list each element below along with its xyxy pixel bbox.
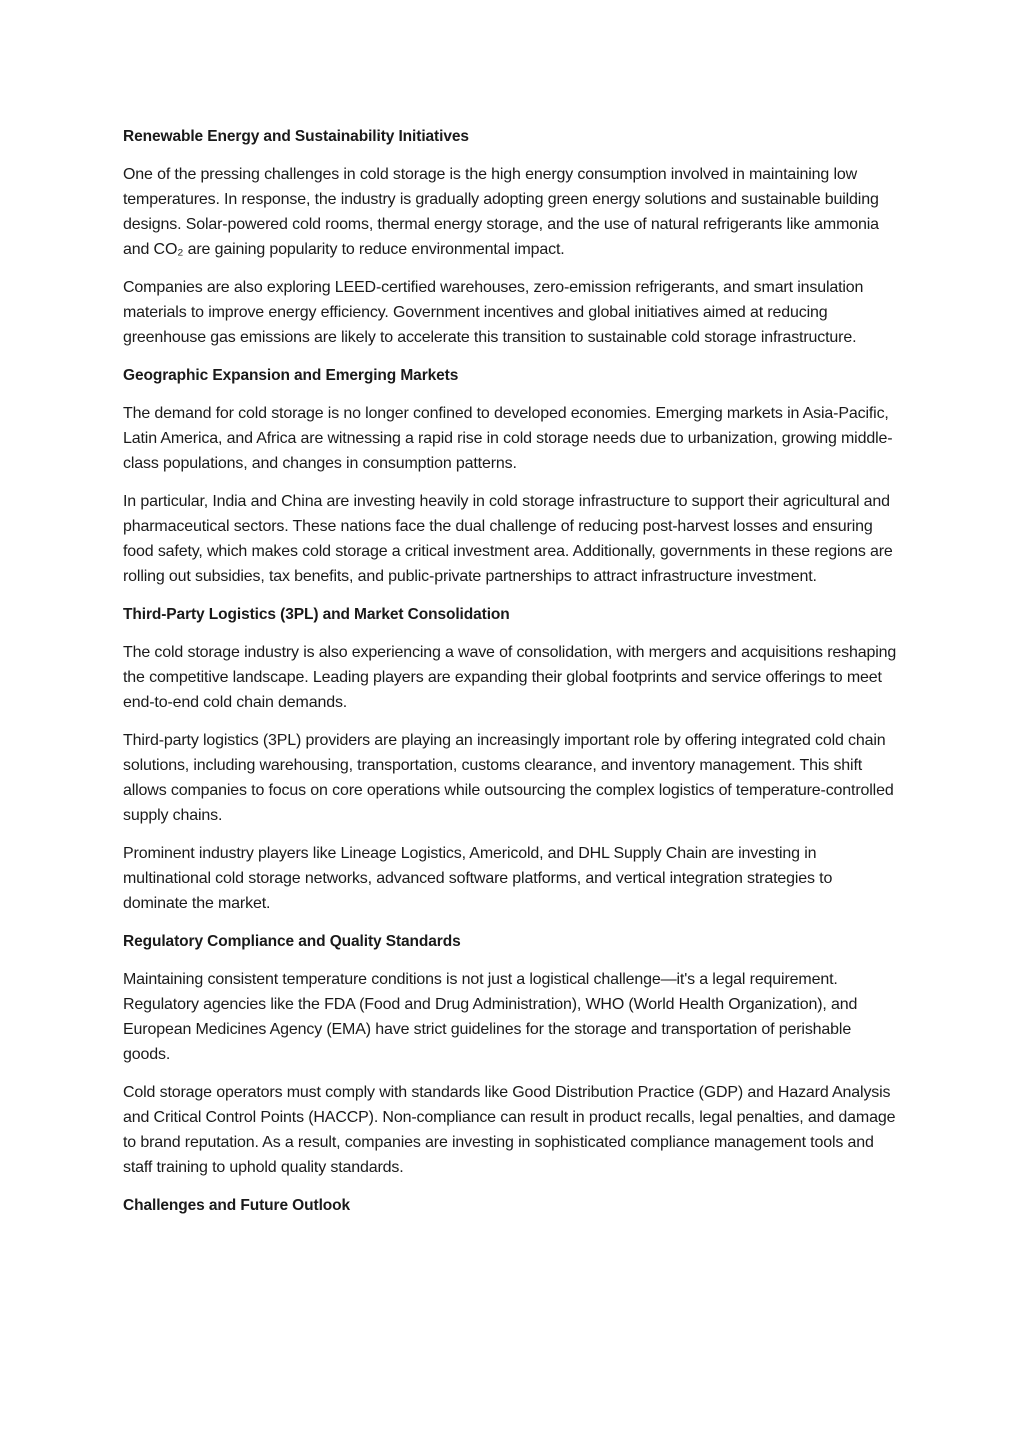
section-heading: Renewable Energy and Sustainability Initiatives <box>123 128 469 145</box>
section-third-party-logistics <box>123 602 901 916</box>
section-challenges-outlook <box>123 1193 901 1218</box>
section-regulatory-compliance <box>123 929 901 1180</box>
document-page <box>123 124 901 1231</box>
paragraph: The demand for cold storage is no longer confined to developed economies. Emerging markets in Asia-Pacific, Latin America, and Africa are witnessing a rapid rise in cold storage needs due to urbanization, growing middle-class populations, and changes in consumption patterns. <box>123 405 893 472</box>
paragraph: In particular, India and China are investing heavily in cold storage infrastructure to support their agricultural and pharmaceutical sectors. These nations face the dual challenge of reducing post-harvest losses and ensuring food safety, which makes cold storage a critical investment area. Additionally, governments in these regions are rolling out subsidies, tax benefits, and public-private partnerships to attract infrastructure investment. <box>123 493 893 585</box>
section-geographic-expansion <box>123 363 901 589</box>
paragraph: Maintaining consistent temperature conditions is not just a logistical challenge—it's a legal requirement. Regulatory agencies like the FDA (Food and Drug Administration), WHO (World Health Organization), and European Medicines Agency (EMA) have strict guidelines for the storage and transportation of perishable goods. <box>123 971 858 1063</box>
paragraph: Cold storage operators must comply with standards like Good Distribution Practice (GDP) and Hazard Analysis and Critical Control Points (HACCP). Non-compliance can result in product recalls, legal penalties, and damage to brand reputation. As a result, companies are investing in sophisticated compliance management tools and staff training to uphold quality standards. <box>123 1084 896 1176</box>
section-heading: Regulatory Compliance and Quality Standards <box>123 933 461 950</box>
section-heading: Geographic Expansion and Emerging Markets <box>123 367 459 384</box>
section-heading: Challenges and Future Outlook <box>123 1197 351 1214</box>
section-heading: Third-Party Logistics (3PL) and Market Consolidation <box>123 606 510 623</box>
paragraph: The cold storage industry is also experiencing a wave of consolidation, with mergers and acquisitions reshaping the competitive landscape. Leading players are expanding their global footprints and service offerings to meet end-to-end cold chain demands. <box>123 644 897 711</box>
paragraph: One of the pressing challenges in cold storage is the high energy consumption involved in maintaining low temperatures. In response, the industry is gradually adopting green energy solutions and sustainable building designs. Solar-powered cold rooms, thermal energy storage, and the use of natural refrigerants like ammonia and CO₂ are gaining popularity to reduce environmental impact. <box>123 166 879 258</box>
paragraph: Companies are also exploring LEED-certified warehouses, zero-emission refrigerants, and smart insulation materials to improve energy efficiency. Government incentives and global initiatives aimed at reducing greenhouse gas emissions are likely to accelerate this transition to sustainable cold storage infrastructure. <box>123 279 864 346</box>
paragraph: Prominent industry players like Lineage Logistics, Americold, and DHL Supply Chain are investing in multinational cold storage networks, advanced software platforms, and vertical integration strategies to dominate the market. <box>123 845 833 912</box>
paragraph: Third-party logistics (3PL) providers are playing an increasingly important role by offering integrated cold chain solutions, including warehousing, transportation, customs clearance, and inventory management. This shift allows companies to focus on core operations while outsourcing the complex logistics of temperature-controlled supply chains. <box>123 732 894 824</box>
section-renewable-energy <box>123 124 901 350</box>
